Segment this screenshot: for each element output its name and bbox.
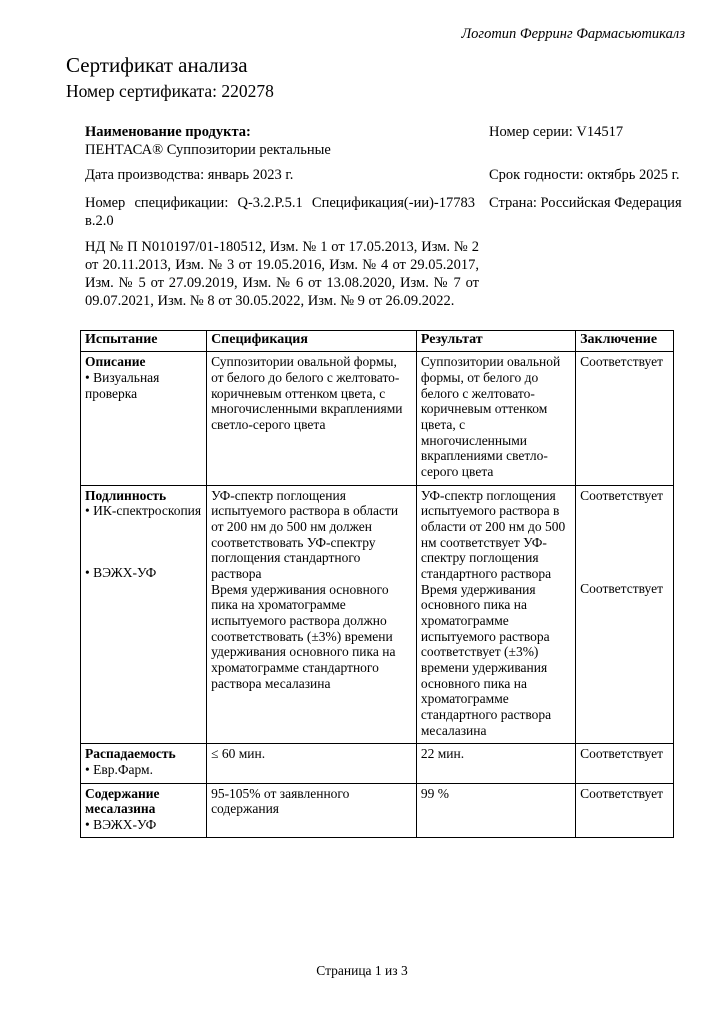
analysis-results-table [80, 330, 674, 838]
test-title: Распадаемость [85, 746, 176, 762]
test-title: Содержание месалазина [85, 785, 160, 817]
specification-text: 95-105% от заявленного содержания [211, 785, 350, 817]
batch-number: Номер серии: V14517 [489, 124, 624, 140]
conclusion-cell [576, 352, 674, 485]
column-header-result: Результат [416, 331, 575, 352]
test-name-cell [81, 783, 207, 838]
specification-cell [207, 744, 417, 783]
table-row-description [81, 352, 674, 485]
product-name: ПЕНТАСА® Суппозитории ректальные [85, 141, 331, 158]
test-method: • ВЭЖХ-УФ [85, 565, 157, 581]
info-row-spec [85, 195, 685, 231]
result-text: Суппозитории овальной формы, от белого до белого с желтовато-коричневым оттенком цвета, с многочисленными вкраплениями светло-серого цвета [420, 354, 561, 480]
logo-placeholder-text: Логотип Ферринг Фармасьютикалз [461, 26, 685, 42]
column-header-test: Испытание [81, 331, 207, 352]
page-number: Страница 1 из 3 [316, 963, 408, 978]
test-method: • ИК-спектроскопия [85, 503, 202, 519]
conclusion-text: Соответствует [580, 581, 664, 597]
test-title: Подлинность [85, 487, 167, 503]
result-text: 99 % [420, 785, 449, 801]
test-method: • ВЭЖХ-УФ [85, 816, 157, 832]
specification-number: Номер спецификации: Q-3.2.P.5.1 Спецификация(-ии)-17783 в.2.0 [85, 195, 475, 230]
info-row-product [85, 124, 685, 160]
table-row-disintegration [81, 744, 674, 783]
table-row-mesalazine-content [81, 783, 674, 838]
test-name-cell [81, 744, 207, 783]
column-header-conclusion: Заключение [576, 331, 674, 352]
expiry-date: Срок годности: октябрь 2025 г. [489, 166, 680, 183]
conclusion-cell [576, 485, 674, 744]
specification-text: Время удерживания основного пика на хроматограмме испытуемого раствора должно соответствовать (±3%) времени удерживания основного пика на хроматограмме стандартного раствора месалазина [211, 581, 396, 691]
table-row-identity [81, 485, 674, 744]
conclusion-cell [576, 783, 674, 838]
test-name-cell [81, 485, 207, 744]
country: Страна: Российская Федерация [489, 195, 682, 212]
document-title: Сертификат анализа [66, 53, 248, 77]
result-cell [416, 485, 575, 744]
specification-cell [207, 485, 417, 744]
test-method: • Евр.Фарм. [85, 761, 153, 777]
info-row-dates [85, 167, 685, 185]
result-text: 22 мин. [420, 746, 465, 762]
result-cell [416, 352, 575, 485]
conclusion-text: Соответствует [580, 487, 664, 503]
result-cell [416, 744, 575, 783]
column-header-specification: Спецификация [207, 331, 417, 352]
conclusion-text: Соответствует [580, 354, 664, 370]
regulatory-document-line: НД № П N010197/01-180512, Изм. № 1 от 17.05.2013, Изм. № 2 от 20.11.2013, Изм. № 3 от 19.05.2016, Изм. № 4 от 29.05.2017, Изм. № 5 от 27.09.2019, Изм. № 6 от 13.08.2020, Изм. № 7 от 09.07.2021, Изм. № 8 от 30.05.2022, Изм. № 9 от 26.09.2022. [85, 239, 479, 309]
product-info-section [85, 124, 685, 310]
table-header-row [81, 331, 674, 352]
conclusion-text: Соответствует [580, 785, 664, 801]
result-text: УФ-спектр поглощения испытуемого раствора в области от 200 нм до 500 нм соответствует УФ-спектру поглощения стандартного раствора [420, 487, 566, 581]
specification-text: ≤ 60 мин. [211, 746, 266, 762]
test-method: • Визуальная проверка [85, 370, 160, 401]
conclusion-cell [576, 744, 674, 783]
result-cell [416, 783, 575, 838]
certificate-number: Номер сертификата: 220278 [66, 81, 274, 101]
production-date: Дата производства: январь 2023 г. [85, 166, 294, 183]
product-name-label: Наименование продукта: [85, 124, 251, 140]
specification-cell [207, 783, 417, 838]
result-text: Время удерживания основного пика на хроматограмме испытуемого раствора соответствует (±3%) времени удерживания основного пика на хроматограмме стандартного раствора месалазина [420, 581, 552, 738]
test-title: Описание [85, 354, 146, 370]
specification-text: Суппозитории овальной формы, от белого до белого с желтовато-коричневым оттенком цвета, с многочисленными вкраплениями светло-серого цвета [211, 354, 403, 433]
specification-cell [207, 352, 417, 485]
specification-text: УФ-спектр поглощения испытуемого раствора в области от 200 нм до 500 нм должен соответствовать УФ-спектру поглощения стандартного раствора [211, 487, 399, 581]
test-name-cell [81, 352, 207, 485]
conclusion-text: Соответствует [580, 746, 664, 762]
